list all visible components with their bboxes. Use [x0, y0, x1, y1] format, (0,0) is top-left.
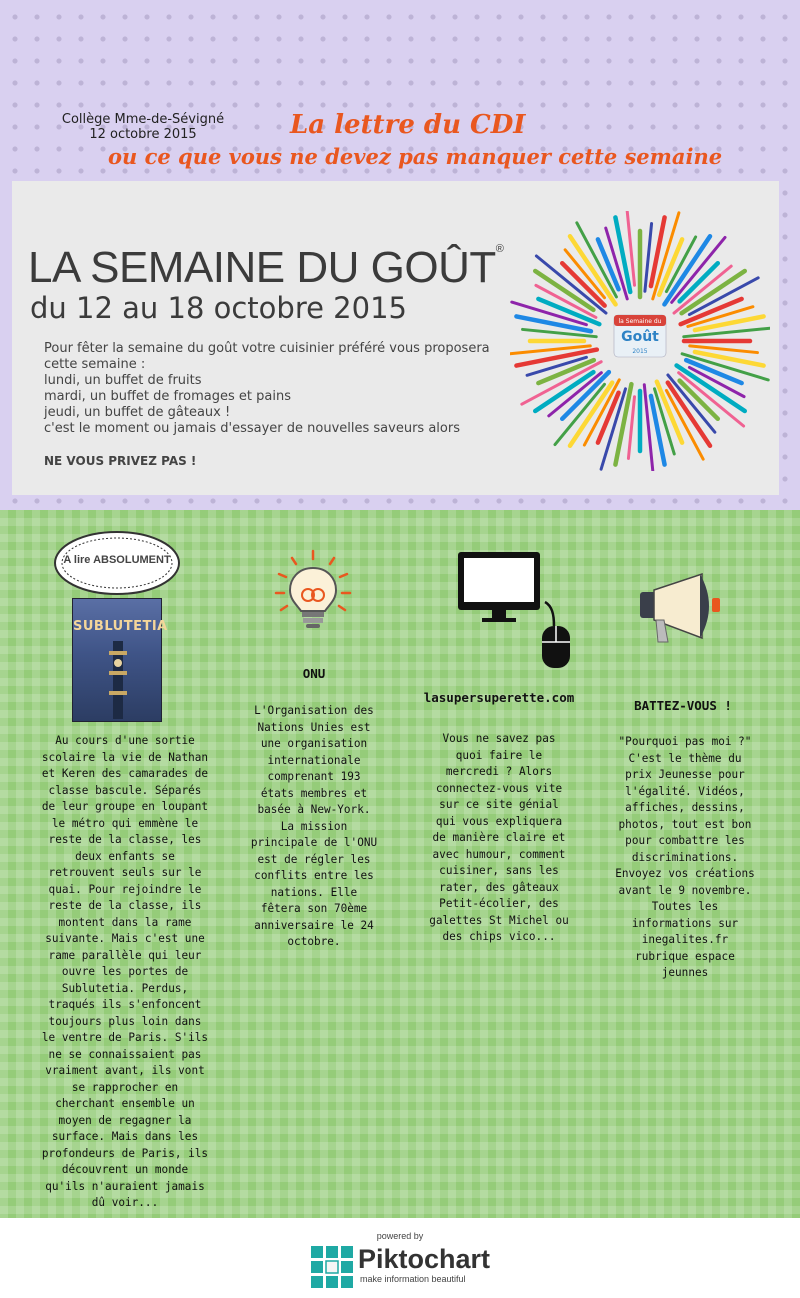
banner-line: lundi, un buffet de fruits [44, 373, 202, 388]
badge-label: A lire ABSOLUMENT [63, 554, 171, 566]
banner-body [44, 341, 504, 437]
piktochart-tagline: make information beautiful [360, 1274, 466, 1284]
registered-mark: ® [495, 243, 504, 255]
semaine-du-gout-banner [12, 181, 779, 495]
banner-line: c'est le moment ou jamais d'essayer de nouvelles saveurs alors [44, 421, 460, 436]
logo-year-text: 2015 [632, 348, 648, 355]
footer [0, 1218, 800, 1298]
piktochart-logo-icon[interactable] [311, 1246, 353, 1288]
cutlery-ray [695, 316, 764, 330]
onu-text: L'Organisation des Nations Unies est une organisation internationale comprenant 193 états membres et basée à New-York. La mission principale de l'ONU est de régler les conflits entre les nations. Elle fêtera son 70ème anniversaire le 24 octobre. [250, 703, 378, 948]
megaphone-icon [634, 568, 730, 650]
cutlery-ray [651, 217, 665, 286]
school-info [48, 112, 238, 142]
piktochart-brand[interactable]: Piktochart [358, 1244, 491, 1274]
newsletter-title: La lettre du CDI [290, 110, 526, 140]
battez-text: "Pourquoi pas moi ?" C'est le thème du prix Jeunesse pour l'égalité. Vidéos, affiches, dessins, photos, tout est bon pour combattre les discriminations. Envoyez vos créations avant le 9 novembre. Toutes les informations sur inegalites.fr rubrique espace jeunnes [615, 734, 755, 979]
book-illustration-icon [83, 641, 153, 719]
banner-cta: NE VOUS PRIVEZ PAS ! [44, 454, 197, 468]
banner-line: mardi, un buffet de fromages et pains [44, 389, 291, 404]
book-title: SUBLUTETIA [73, 619, 168, 634]
banner-title: LA SEMAINE DU GOÛT® [28, 243, 504, 292]
school-name: Collège Mme-de-Sévigné [61, 112, 225, 127]
banner-dates: du 12 au 18 octobre 2015 [30, 291, 407, 325]
computer-icon [456, 550, 576, 672]
banner-line: jeudi, un buffet de gâteaux ! [44, 405, 231, 420]
cutlery-ray [562, 263, 604, 305]
banner-intro: Pour fêter la semaine du goût votre cuisinier préféré vous proposera cette semaine : [44, 341, 490, 372]
site-text: Vous ne savez pas quoi faire le mercredi ? Alors connectez-vous vite sur ce site génial qui vous expliquera de manière claire et avec humour, comment cuisiner, sans les rater, des gâteaux Petit-écolier, des galettes St Michel ou des chips vico... [429, 731, 569, 943]
newsletter-subtitle: ou ce que vous ne devez pas manquer cette semaine [108, 144, 723, 169]
lightbulb-icon [272, 548, 354, 638]
site-title: lasupersuperette.com [423, 690, 575, 705]
newsletter-date: 12 octobre 2015 [89, 127, 197, 142]
book-cover [72, 598, 168, 722]
powered-by: powered by [376, 1231, 424, 1241]
cutlery-burst-logo [510, 211, 770, 471]
header-section [0, 0, 800, 510]
book-summary: Au cours d'une sortie scolaire la vie de Nathan et Keren des camarades de classe bascule. Séparés de leur groupe en loupant le métro qui emmène le reste de la classe, les deux enfants se retrouvent seuls sur le quai. Pour rejoindre le reste de la classe, ils montent dans la rame suivante. Mais c'est une rame parallèle qui leur ouvre les portes de Sublutetia. Perdus, traqués ils s'enfoncent toujours plus loin dans le ventre de Paris. S'ils ne se connaissaient pas vraiment avant, ils vont se rapprocher en cherchant ensemble un moyen de regagner la surface. Mais dans les profondeurs de Paris, ils découvrent un monde qu'ils n'auraient jamais dû voir... [41, 733, 209, 1209]
onu-title: ONU [302, 666, 326, 681]
battez-title: BATTEZ-VOUS ! [634, 698, 732, 713]
cutlery-ray [651, 396, 665, 465]
cutlery-ray [695, 352, 764, 366]
logo-main-text: Goût [621, 329, 659, 345]
logo-small-text: la Semaine du [618, 318, 662, 325]
